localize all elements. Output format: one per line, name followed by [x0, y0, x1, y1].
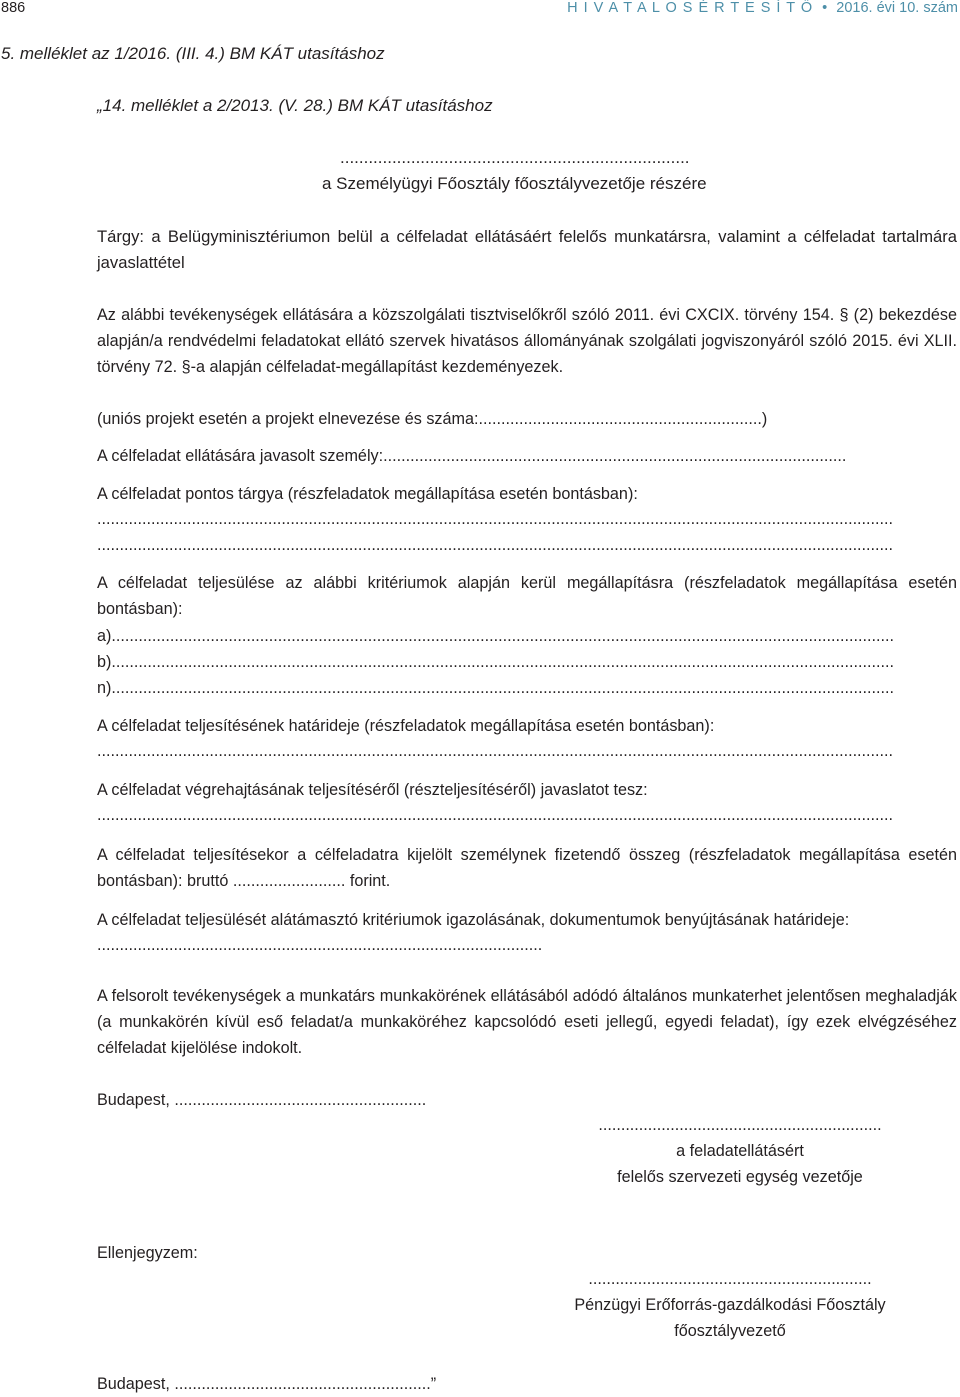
- deadline-line: .................................................................................................................................................................................: [97, 742, 894, 760]
- task-subject-line-2: .................................................................................................................................................................................: [97, 536, 894, 554]
- intro-paragraph: Az alábbi tevékenységek ellátására a közszolgálati tisztviselőkről szóló 2011. évi CXCIX. törvény 154. § (2) bekezdése alapján/a rendvédelmi feladatokat ellátó szervek hivatásos állományának szolgálati jogviszonyáról szóló 2015. évi XLII. törvény 72. §-a alapján célfeladat-megállapítást kezdeményezek.: [97, 306, 957, 376]
- amount-field: A célfeladat teljesítésekor a célfeladatra kijelölt személynek fizetendő összeg (részfeladatok megállapítása esetén bontásban): bruttó ......................... forint.: [97, 846, 957, 890]
- addressee-line: a Személyügyi Főosztály főosztályvezetője részére: [322, 174, 707, 193]
- running-header: [567, 0, 958, 16]
- signature-title-1b: felelős szervezeti egység vezetője: [617, 1168, 863, 1186]
- place-date-1: Budapest, ........................................................: [97, 1091, 427, 1109]
- proposed-person-field: A célfeladat ellátására javasolt személy:.......................................................................................................: [97, 447, 847, 465]
- signature-block-2: [570, 1266, 890, 1344]
- project-field: (uniós projekt esetén a projekt elnevezése és száma:...............................................................): [97, 410, 768, 428]
- signature-title-2b: főosztályvezető: [674, 1322, 786, 1340]
- place-date-2: Budapest, .........................................................”: [97, 1375, 437, 1393]
- countersign-label: Ellenjegyzem:: [97, 1244, 198, 1262]
- criteria-item-n: n)..............................................................................................................................................................................: [97, 679, 894, 697]
- proposal-label: A célfeladat végrehajtásának teljesítéséről (részteljesítéséről) javaslatot tesz:: [97, 781, 648, 799]
- signature-title-1a: a feladatellátásért: [676, 1142, 804, 1160]
- signature-block-1: [590, 1112, 890, 1190]
- addressee-dots: ..........................................................................: [340, 148, 690, 167]
- docs-deadline-line: ...................................................................................................: [97, 936, 543, 954]
- subject-text: Tárgy: a Belügyminisztériumon belül a célfeladat ellátásáért felelős munkatársra, valamint a célfeladat tartalmára javaslattétel: [97, 227, 957, 272]
- journal-title: H I V A T A L O S É R T E S Í T Ő: [567, 0, 814, 16]
- page-number: 886: [1, 0, 26, 16]
- annex-subtitle: „14. melléklet a 2/2013. (V. 28.) BM KÁT utasításhoz: [97, 96, 493, 115]
- task-subject-line-1: .................................................................................................................................................................................: [97, 510, 894, 528]
- criteria-label: A célfeladat teljesülése az alábbi kritériumok alapján kerül megállapításra (részfeladatok megállapítása esetén bontásban):: [97, 574, 957, 618]
- signature-dots-2: ...............................................................: [588, 1270, 872, 1288]
- criteria-item-b: b)..............................................................................................................................................................................: [97, 653, 894, 671]
- docs-deadline-label: A célfeladat teljesülését alátámasztó kritériumok igazolásának, dokumentumok benyújtásának határideje:: [97, 911, 850, 929]
- task-subject-label: A célfeladat pontos tárgya (részfeladatok megállapítása esetén bontásban):: [97, 485, 638, 503]
- header-separator: •: [822, 0, 828, 16]
- issue-number: 2016. évi 10. szám: [836, 0, 958, 16]
- deadline-label: A célfeladat teljesítésének határideje (részfeladatok megállapítása esetén bontásban):: [97, 717, 715, 735]
- proposal-line: .................................................................................................................................................................................: [97, 806, 894, 824]
- annex-title: 5. melléklet az 1/2016. (III. 4.) BM KÁT utasításhoz: [1, 44, 385, 63]
- criteria-item-a: a)..............................................................................................................................................................................: [97, 627, 894, 645]
- justification-paragraph: A felsorolt tevékenységek a munkatárs munkakörének ellátásából adódó általános munkaterhet jelentősen meghaladják (a munkakörén kívül eső feladat/a munkaköréhez kapcsolódó eseti jellegű, egyedi feladat), így ezek elvégzéséhez célfeladat kijelölése indokolt.: [97, 987, 957, 1057]
- signature-dots-1: ...............................................................: [598, 1116, 882, 1134]
- signature-title-2a: Pénzügyi Erőforrás-gazdálkodási Főosztály: [574, 1296, 886, 1314]
